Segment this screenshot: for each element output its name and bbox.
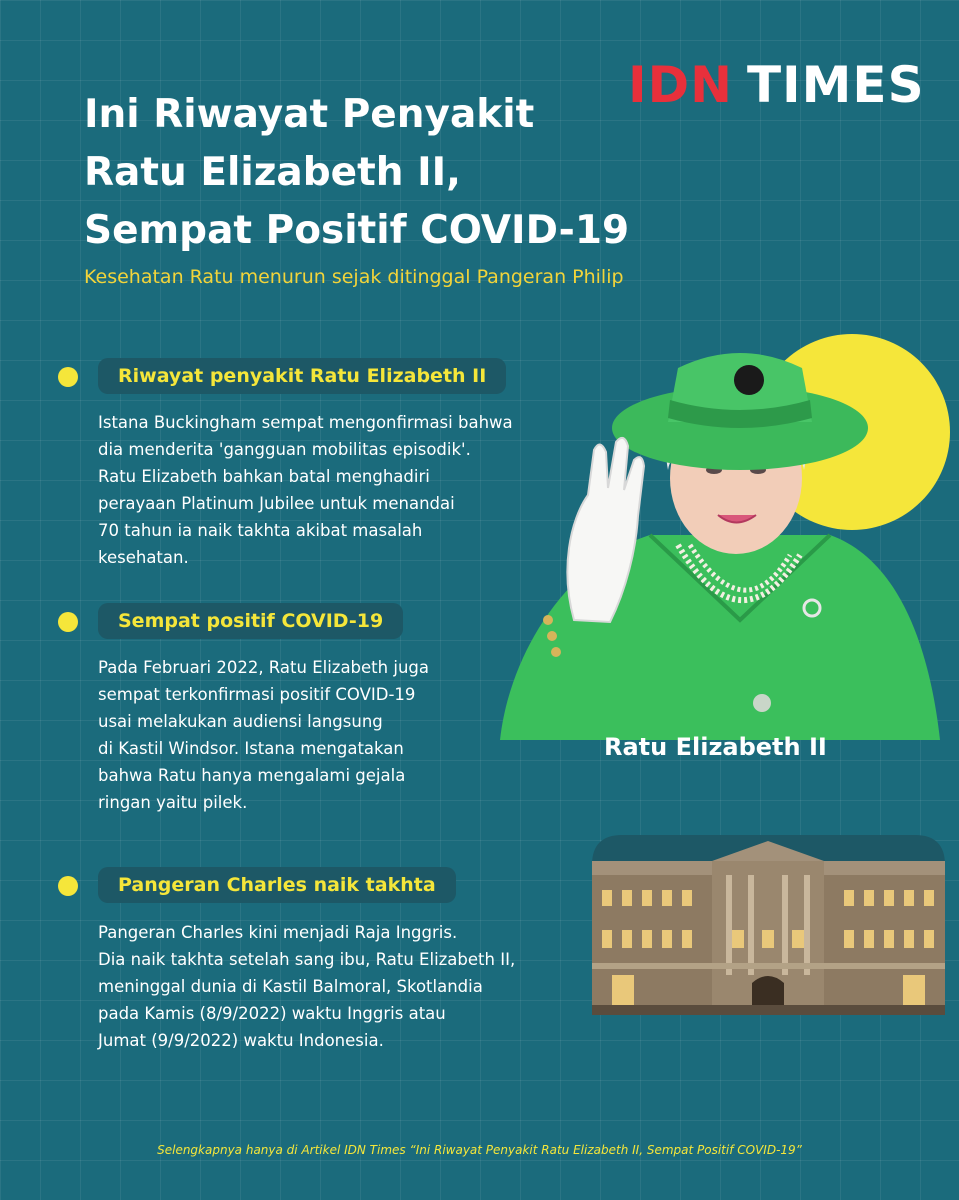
buckingham-palace-image bbox=[592, 835, 945, 1015]
green-coat bbox=[500, 535, 940, 740]
body-line: usai melakukan audiensi langsung bbox=[98, 712, 383, 731]
page-subtitle: Kesehatan Ratu menurun sejak ditinggal Pangeran Philip bbox=[84, 266, 624, 288]
body-line: kesehatan. bbox=[98, 548, 189, 567]
body-line: meninggal dunia di Kastil Balmoral, Skotlandia bbox=[98, 977, 483, 996]
section-body bbox=[98, 919, 515, 1054]
section-heading: Riwayat penyakit Ratu Elizabeth II bbox=[98, 358, 506, 394]
body-line: bahwa Ratu hanya mengalami gejala bbox=[98, 766, 406, 785]
body-line: Ratu Elizabeth bahkan batal menghadiri bbox=[98, 467, 430, 486]
bullet-dot-icon bbox=[58, 367, 78, 387]
body-line: Pada Februari 2022, Ratu Elizabeth juga bbox=[98, 658, 429, 677]
body-line: Dia naik takhta setelah sang ibu, Ratu Elizabeth II, bbox=[98, 950, 516, 969]
section-heading: Sempat positif COVID-19 bbox=[98, 603, 403, 639]
body-line: pada Kamis (8/9/2022) waktu Inggris atau bbox=[98, 1004, 446, 1023]
section-heading: Pangeran Charles naik takhta bbox=[98, 867, 456, 903]
section-body bbox=[98, 654, 429, 816]
body-line: perayaan Platinum Jubilee untuk menandai bbox=[98, 494, 455, 513]
body-line: ringan yaitu pilek. bbox=[98, 793, 248, 812]
body-line: sempat terkonfirmasi positif COVID-19 bbox=[98, 685, 416, 704]
queen-portrait-image bbox=[500, 320, 959, 740]
portrait-caption: Ratu Elizabeth II bbox=[604, 733, 827, 761]
body-line: Pangeran Charles kini menjadi Raja Inggris. bbox=[98, 923, 458, 942]
page-title bbox=[84, 86, 684, 260]
logo-times-text: TIMES bbox=[746, 56, 925, 114]
section-body bbox=[98, 409, 513, 571]
bullet-dot-icon bbox=[58, 876, 78, 896]
title-line: Sempat Positif COVID-19 bbox=[84, 208, 630, 253]
footer-note: Selengkapnya hanya di Artikel IDN Times “Ini Riwayat Penyakit Ratu Elizabeth II, Sempat Positif COVID-19” bbox=[157, 1143, 802, 1157]
body-line: Istana Buckingham sempat mengonfirmasi bahwa bbox=[98, 413, 513, 432]
body-line: di Kastil Windsor. Istana mengatakan bbox=[98, 739, 404, 758]
bullet-dot-icon bbox=[58, 612, 78, 632]
logo-idn-text: IDN bbox=[628, 56, 733, 114]
body-line: 70 tahun ia naik takhta akibat masalah bbox=[98, 521, 423, 540]
body-line: dia menderita 'gangguan mobilitas episodik'. bbox=[98, 440, 471, 459]
hat-button bbox=[734, 365, 764, 395]
title-line: Ini Riwayat Penyakit bbox=[84, 92, 535, 137]
title-line: Ratu Elizabeth II, bbox=[84, 150, 461, 195]
body-line: Jumat (9/9/2022) waktu Indonesia. bbox=[98, 1031, 384, 1050]
